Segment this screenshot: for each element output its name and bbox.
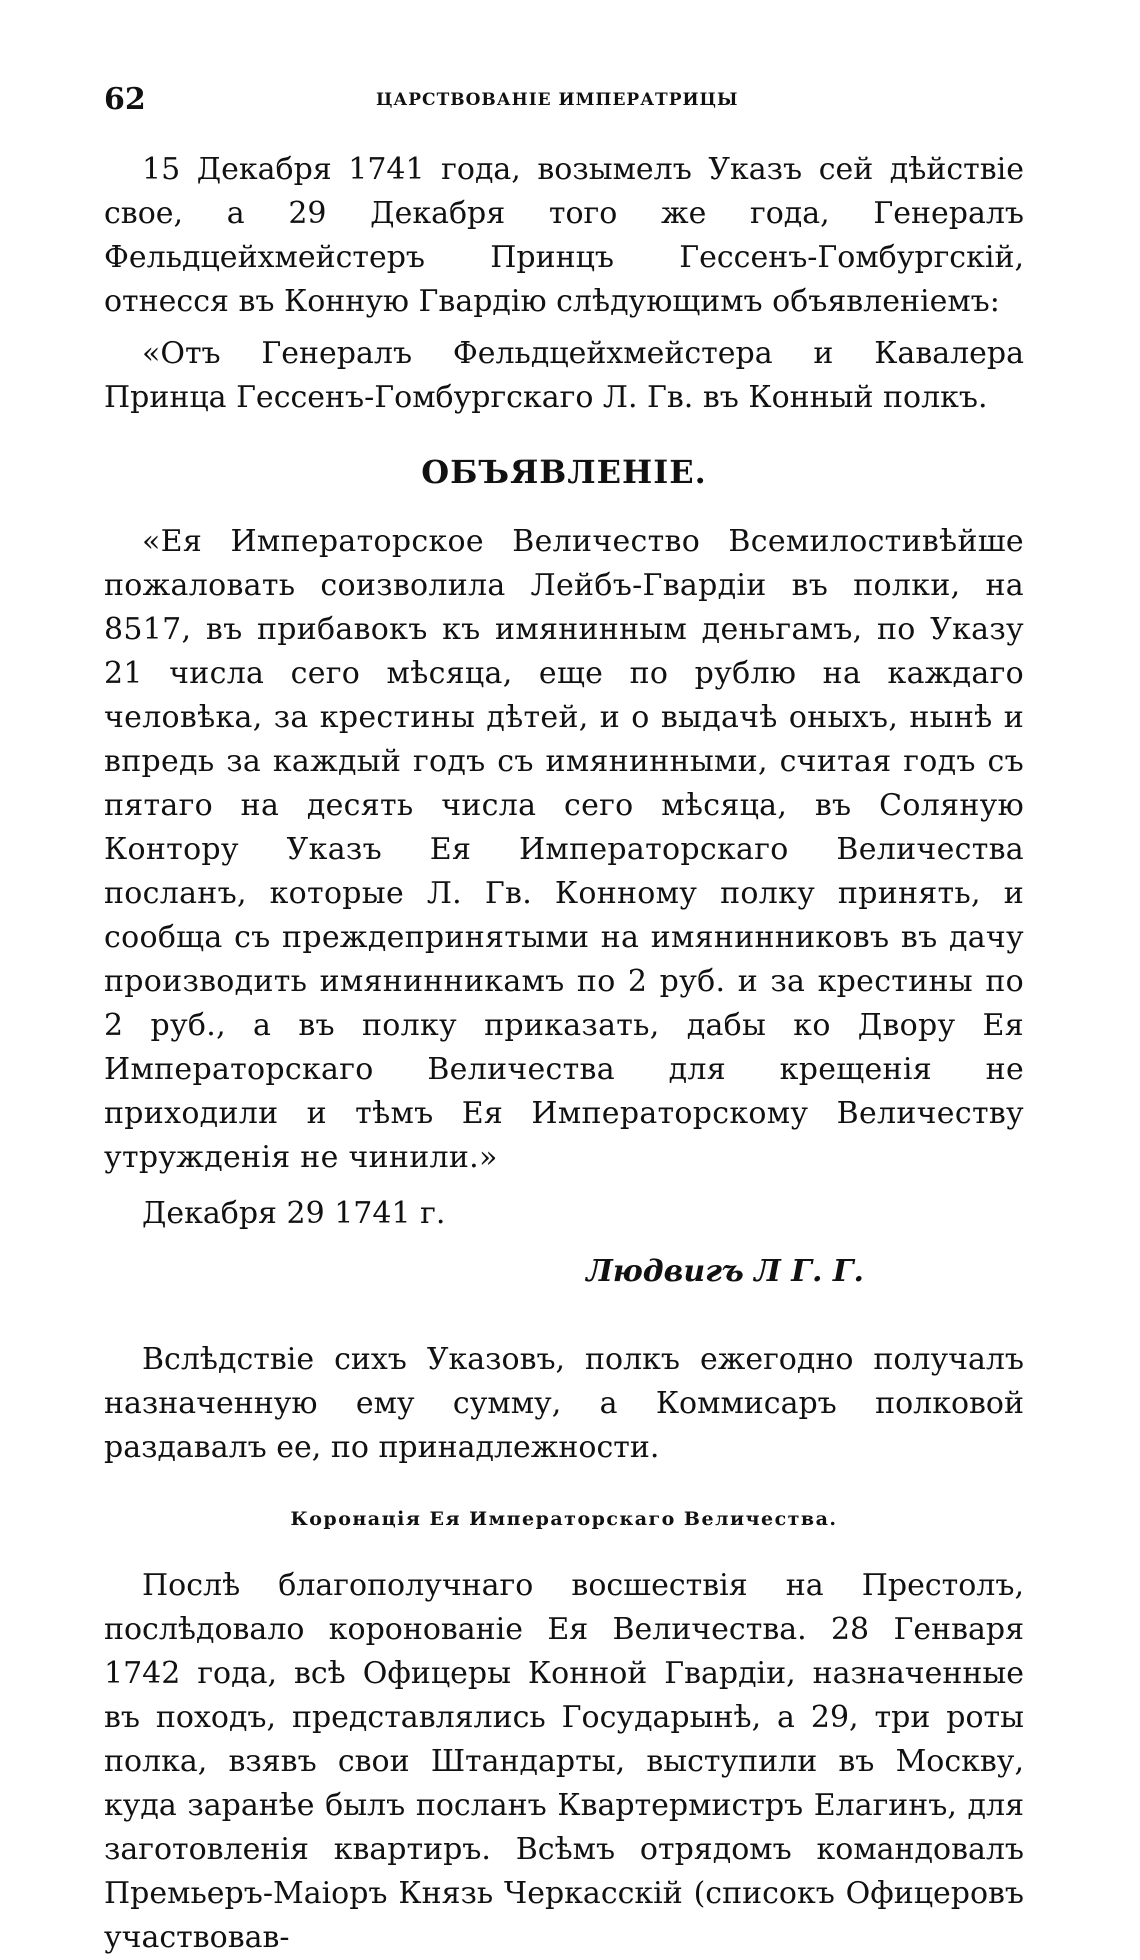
quote-intro-paragraph: «Отъ Генералъ Фельдцейхмейстера и Кавалера Принца Гессенъ-Гомбургскаго Л. Гв. въ Конный полкъ. [104,336,1024,415]
announcement-text: «Ея Императорское Величество Всемилостивѣйше пожаловать соизволила Лейбъ-Гвардіи въ полки, на 8517, въ прибавокъ къ имянинным деньгамъ, по Указу 21 числа сего мѣсяца, еще по рублю на каждаго человѣка, за крестины дѣтей, и о выдачѣ оныхъ, нынѣ и впредь за каждый годъ съ имянинными, считая годъ съ пятаго на десять числа сего мѣсяца, въ Соляную Контору Указъ Ея Императорскаго Величества посланъ, которые Л. Гв. Конному полку принять, и сообща съ преждепринятыми на имянинниковъ въ дачу производить имянинникамъ по 2 руб. и за крестины по 2 руб., а въ полку приказать, дабы ко Двору Ея Императорскаго Величества для крещенія не приходили и тѣмъ Ея Императорскому Величеству утружденія не чинили.» [104,524,1024,1175]
announcement-heading: ОБЪЯВЛЕНІЕ. [421,453,707,491]
coronation-paragraph: Послѣ благополучнаго восшествія на Престолъ, послѣдовало коронованіе Ея Величества. 28 Генваря 1742 года, всѣ Офицеры Конной Гвардіи, назначенные въ походъ, представлялись Государынѣ, а 29, три роты полка, взявъ свои Штандарты, выступили въ Москву, куда заранѣе былъ посланъ Квартермистръ Елагинъ, для заготовленія квартиръ. Всѣмъ отрядомъ командовалъ Премьеръ-Маіоръ Князь Черкасскій (списокъ Офицеровъ участвовав- [104,1568,1024,1955]
running-head: ЦАРСТВОВАНІЕ ИМПЕРАТРИЦЫ [376,90,739,110]
announcement-date: Декабря 29 1741 г. [142,1196,446,1231]
page-header [104,82,994,122]
page-number: 62 [104,82,146,117]
intro-paragraph: 15 Декабря 1741 года, возымелъ Указъ сей дѣйствіе свое, а 29 Декабря того же года, Генералъ Фельдцейхмейстеръ Принцъ Гессенъ-Гомбургскій, отнесся въ Конную Гвардію слѣдующимъ объявленіемъ: [104,152,1024,319]
announcement-signature: Людвигъ Л Г. Г. [586,1254,864,1289]
coronation-heading: Коронація Ея Императорскаго Величества. [290,1508,838,1530]
consequence-paragraph: Вслѣдствіе сихъ Указовъ, полкъ ежегодно получалъ назначенную ему сумму, а Коммисаръ полковой раздавалъ ее, по принадлежности. [104,1342,1024,1465]
page-body [104,148,1024,1960]
